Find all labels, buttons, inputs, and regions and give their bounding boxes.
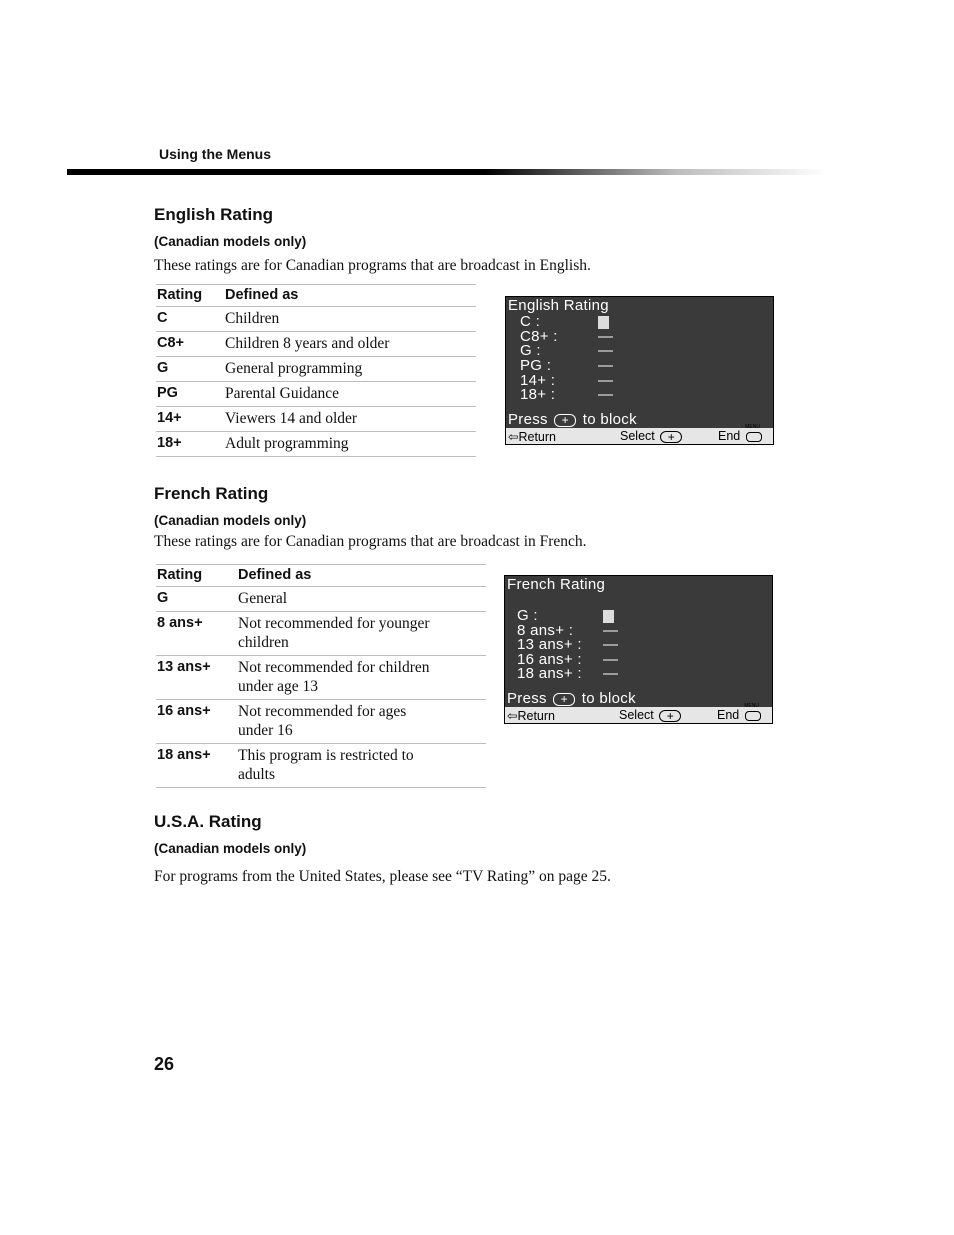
french-rating-table <box>156 564 486 788</box>
table-row <box>156 612 486 656</box>
table-row <box>156 656 486 700</box>
joystick-button-icon <box>659 710 681 722</box>
table-row <box>156 587 486 612</box>
rating-code: 14+ <box>156 407 224 432</box>
joystick-button-icon <box>553 693 575 706</box>
rating-definition: Parental Guidance <box>224 382 476 407</box>
table-row <box>156 357 476 382</box>
running-header: Using the Menus <box>159 146 272 162</box>
rating-code: 16 ans+ <box>156 700 237 744</box>
english-rating-table <box>156 284 476 457</box>
table-header-row <box>156 565 486 587</box>
rating-code: C8+ <box>156 332 224 357</box>
rating-definition: Not recommended for children under age 13 <box>237 656 486 700</box>
osd-title: French Rating <box>507 576 606 593</box>
rating-definition: Viewers 14 and older <box>224 407 476 432</box>
rating-definition: Not recommended for younger children <box>237 612 486 656</box>
rating-code: 18+ <box>156 432 224 457</box>
osd-end: EndMENU <box>718 429 762 443</box>
table-row <box>156 307 476 332</box>
french-rating-subtitle: (Canadian models only) <box>154 513 307 528</box>
osd-rating-item: 13 ans+ : — <box>517 636 619 653</box>
return-arrow-icon: ⇦ <box>507 709 518 723</box>
french-rating-title: French Rating <box>154 484 269 503</box>
english-rating-title: English Rating <box>154 205 273 224</box>
rating-definition: Children <box>224 307 476 332</box>
osd-footer <box>505 707 772 723</box>
rating-code: PG <box>156 382 224 407</box>
column-header: Defined as <box>224 285 476 307</box>
osd-return: ⇦Return <box>508 430 557 444</box>
column-header: Rating <box>156 565 237 587</box>
osd-cursor <box>598 314 609 329</box>
rating-definition: This program is restricted to adults <box>237 744 486 788</box>
usa-rating-intro: For programs from the United States, please see “TV Rating” on page 25. <box>154 868 611 885</box>
osd-rating-item: C : <box>520 314 640 329</box>
usa-rating-title: U.S.A. Rating <box>154 812 262 831</box>
osd-rating-item: PG : — <box>520 357 614 374</box>
osd-press-instruction: Press + to block <box>507 690 636 707</box>
osd-rating-item: 16 ans+ : — <box>517 651 619 668</box>
column-header: Rating <box>156 285 224 307</box>
osd-rating-item: 18+ : — <box>520 386 614 403</box>
osd-end: EndMENU <box>717 708 761 722</box>
osd-footer <box>506 428 773 444</box>
header-rule <box>67 169 827 175</box>
table-row <box>156 744 486 788</box>
osd-rating-item: G : — <box>520 342 614 359</box>
table-row <box>156 332 476 357</box>
rating-definition: General <box>237 587 486 612</box>
osd-rating-item: 14+ : — <box>520 372 614 389</box>
english-rating-subtitle: (Canadian models only) <box>154 234 307 249</box>
table-header-row <box>156 285 476 307</box>
osd-rating-item: G : <box>517 608 647 623</box>
english-rating-intro: These ratings are for Canadian programs that are broadcast in English. <box>154 257 591 274</box>
english-rating-osd-screen <box>505 296 774 445</box>
menu-button-icon <box>746 432 762 442</box>
page-number: 26 <box>154 1054 175 1074</box>
menu-button-icon <box>745 711 761 721</box>
rating-code: 13 ans+ <box>156 656 237 700</box>
usa-rating-subtitle: (Canadian models only) <box>154 841 307 856</box>
rating-definition: General programming <box>224 357 476 382</box>
osd-select: Select + <box>619 708 683 722</box>
osd-return: ⇦Return <box>507 709 556 723</box>
table-row <box>156 382 476 407</box>
table-row <box>156 432 476 457</box>
rating-code: C <box>156 307 224 332</box>
rating-code: G <box>156 587 237 612</box>
osd-title: English Rating <box>508 297 609 314</box>
osd-rating-item: C8+ : — <box>520 328 614 345</box>
return-arrow-icon: ⇦ <box>508 430 519 444</box>
column-header: Defined as <box>237 565 486 587</box>
osd-rating-item: 8 ans+ : — <box>517 622 619 639</box>
osd-rating-item: 18 ans+ : — <box>517 665 619 682</box>
joystick-button-icon <box>660 431 682 443</box>
rating-code: G <box>156 357 224 382</box>
rating-code: 18 ans+ <box>156 744 237 788</box>
rating-definition: Not recommended for ages under 16 <box>237 700 486 744</box>
rating-definition: Adult programming <box>224 432 476 457</box>
table-row <box>156 700 486 744</box>
osd-press-instruction: Press + to block <box>508 411 637 428</box>
osd-cursor <box>603 608 614 623</box>
osd-select: Select + <box>620 429 684 443</box>
french-rating-intro: These ratings are for Canadian programs that are broadcast in French. <box>154 533 587 550</box>
french-rating-osd-screen <box>504 575 773 724</box>
table-row <box>156 407 476 432</box>
rating-code: 8 ans+ <box>156 612 237 656</box>
joystick-button-icon <box>554 414 576 427</box>
rating-definition: Children 8 years and older <box>224 332 476 357</box>
